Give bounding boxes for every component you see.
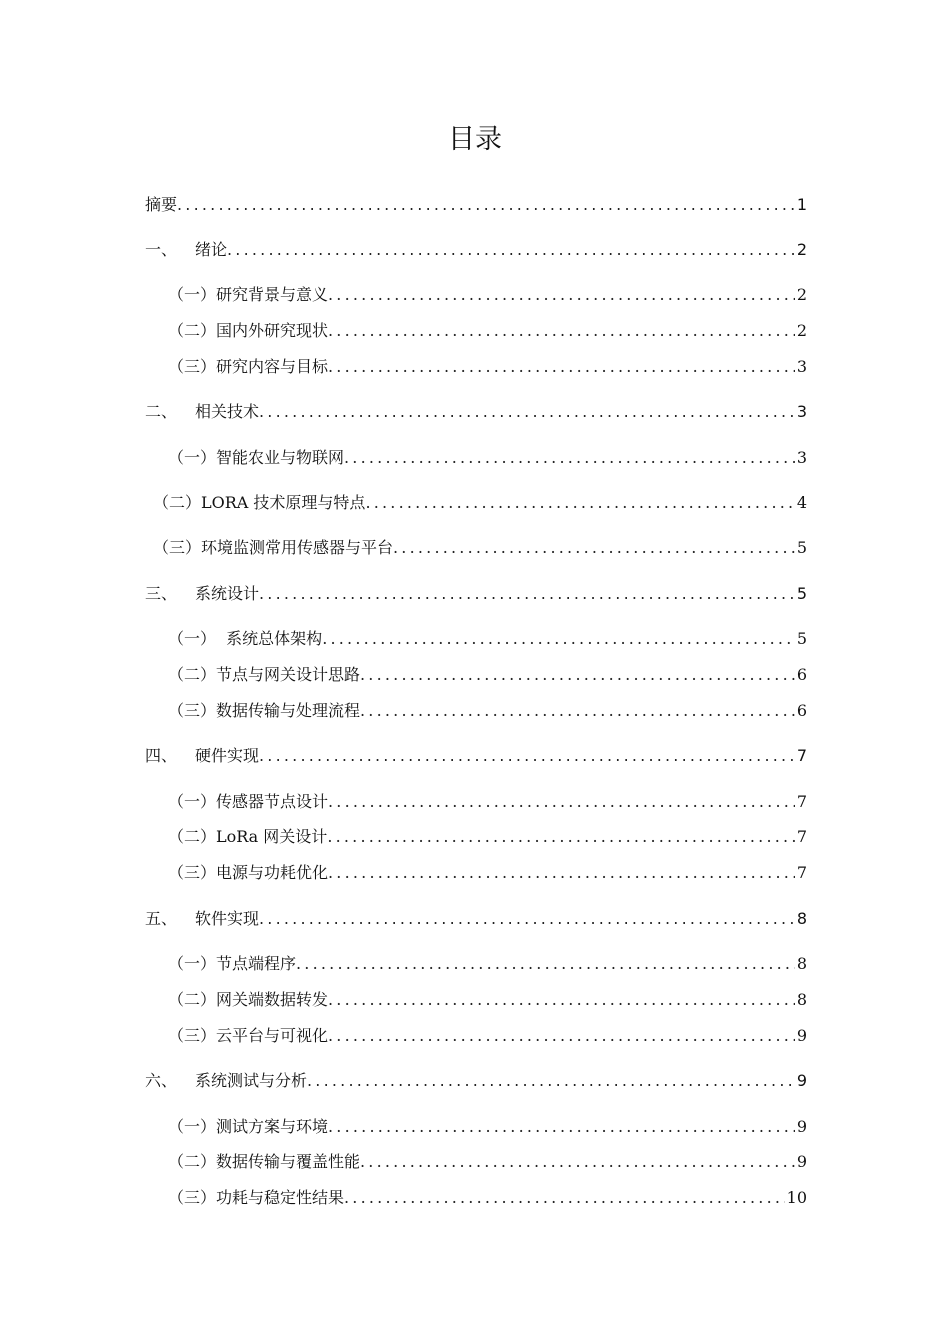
toc-section-3-1[interactable]: [168, 626, 807, 652]
toc-leader-dots: [328, 860, 795, 886]
toc-section-2-2[interactable]: [153, 490, 807, 516]
toc-page-number: 9: [796, 1026, 807, 1045]
toc-entry-label: （一）智能农业与物联网: [168, 448, 345, 467]
toc-chapter-number: 六、: [145, 1071, 178, 1090]
toc-section-1-2[interactable]: [168, 318, 807, 344]
toc-leader-dots: [365, 490, 794, 516]
toc-page-number: 6: [796, 701, 807, 720]
toc-leader-dots: [328, 1023, 795, 1049]
toc-chapter-number: 五、: [145, 909, 178, 928]
toc-page-number: 9: [796, 1117, 807, 1136]
toc-section-6-3[interactable]: [168, 1185, 807, 1211]
toc-page-number: 3: [796, 357, 807, 376]
toc-entry-label: （三）功耗与稳定性结果: [168, 1188, 345, 1207]
toc-page-number: 2: [796, 285, 807, 304]
toc-entry-label: （二）数据传输与覆盖性能: [168, 1152, 361, 1171]
toc-leader-dots: [322, 626, 795, 652]
toc-section-2-3[interactable]: [153, 535, 807, 561]
toc-page-number: 7: [796, 746, 807, 765]
toc-leader-dots: [259, 906, 795, 932]
toc-section-3-3[interactable]: [168, 698, 807, 724]
toc-leader-dots: [393, 535, 795, 561]
toc-entry-label: 系统设计: [195, 584, 260, 603]
toc-section-4-3[interactable]: [168, 860, 807, 886]
toc-leader-dots: [344, 1185, 785, 1211]
toc-section-5-3[interactable]: [168, 1023, 807, 1049]
toc-entry-label: 软件实现: [195, 909, 260, 928]
toc-chapter-2[interactable]: [145, 399, 807, 425]
toc-page-number: 7: [796, 792, 807, 811]
toc-chapter-number: 四、: [145, 746, 178, 765]
toc-page-number: 6: [796, 665, 807, 684]
toc-page-number: 5: [796, 584, 807, 603]
toc-page-number: 7: [796, 863, 807, 882]
toc-entry-abstract[interactable]: [145, 192, 807, 218]
toc-leader-dots: [360, 698, 795, 724]
toc-section-4-1[interactable]: [168, 789, 807, 815]
toc-page-number: 8: [796, 909, 807, 928]
toc-page-number: 5: [796, 538, 807, 557]
toc-section-5-2[interactable]: [168, 987, 807, 1013]
toc-chapter-number: 三、: [145, 584, 178, 603]
toc-leader-dots: [227, 237, 795, 263]
toc-entry-label: 系统测试与分析: [195, 1071, 308, 1090]
toc-leader-dots: [177, 192, 795, 218]
toc-page-number: 2: [796, 240, 807, 259]
toc-entry-label: 绪论: [195, 240, 228, 259]
toc-leader-dots: [259, 581, 795, 607]
toc-entry-label: （三）电源与功耗优化: [168, 863, 329, 882]
toc-entry-label: 相关技术: [195, 402, 260, 421]
toc-title: 目录: [448, 124, 502, 155]
toc-entry-label: （三）环境监测常用传感器与平台: [153, 538, 394, 557]
toc-leader-dots: [328, 789, 795, 815]
toc-section-3-2[interactable]: [168, 662, 807, 688]
toc-section-2-1[interactable]: [168, 445, 807, 471]
toc-entry-label: （二）网关端数据转发: [168, 990, 329, 1009]
toc-page-number: 9: [796, 1152, 807, 1171]
toc-entry-label: （二）国内外研究现状: [168, 321, 329, 340]
toc-entry-label: （二）节点与网关设计思路: [168, 665, 361, 684]
toc-page-number: 9: [796, 1071, 807, 1090]
toc-section-5-1[interactable]: [168, 951, 807, 977]
toc-entry-label: （三）数据传输与处理流程: [168, 701, 361, 720]
toc-entry-label: （一）研究背景与意义: [168, 285, 329, 304]
toc-chapter-number: 二、: [145, 402, 178, 421]
toc-leader-dots: [328, 987, 795, 1013]
toc-entry-label: （二）LoRa 网关设计: [168, 827, 328, 846]
toc-leader-dots: [327, 824, 795, 850]
toc-page-number: 10: [786, 1188, 807, 1207]
toc-page-number: 8: [796, 954, 807, 973]
toc-entry-label: （二）LORA 技术原理与特点: [153, 493, 366, 512]
toc-entry-label: （一） 系统总体架构: [168, 629, 323, 648]
toc-entry-label: 摘要: [145, 195, 178, 214]
toc-page-number: 7: [796, 827, 807, 846]
toc-entry-label: （一）传感器节点设计: [168, 792, 329, 811]
toc-page-number: 4: [796, 493, 807, 512]
toc-entry-label: （一）测试方案与环境: [168, 1117, 329, 1136]
toc-chapter-1[interactable]: [145, 237, 807, 263]
toc-entry-label: 硬件实现: [195, 746, 260, 765]
toc-chapter-3[interactable]: [145, 581, 807, 607]
toc-page-number: 5: [796, 629, 807, 648]
toc-page-number: 8: [796, 990, 807, 1009]
toc-section-6-2[interactable]: [168, 1149, 807, 1175]
toc-leader-dots: [328, 318, 795, 344]
toc-leader-dots: [307, 1068, 795, 1094]
toc-entry-label: （三）云平台与可视化: [168, 1026, 329, 1045]
toc-leader-dots: [259, 743, 795, 769]
toc-section-1-1[interactable]: [168, 282, 807, 308]
toc-leader-dots: [328, 354, 795, 380]
toc-leader-dots: [344, 445, 795, 471]
toc-entry-label: （一）节点端程序: [168, 954, 297, 973]
toc-page-number: 3: [796, 448, 807, 467]
toc-section-4-2[interactable]: [168, 824, 807, 850]
toc-section-6-1[interactable]: [168, 1114, 807, 1140]
toc-leader-dots: [360, 1149, 795, 1175]
toc-leader-dots: [328, 282, 795, 308]
toc-leader-dots: [296, 951, 795, 977]
toc-leader-dots: [360, 662, 795, 688]
toc-leader-dots: [259, 399, 795, 425]
toc-page-number: 2: [796, 321, 807, 340]
toc-chapter-6[interactable]: [145, 1068, 807, 1094]
toc-entry-label: （三）研究内容与目标: [168, 357, 329, 376]
toc-page-number: 1: [796, 195, 807, 214]
toc-section-1-3[interactable]: [168, 354, 807, 380]
toc-leader-dots: [328, 1114, 795, 1140]
toc-page-number: 3: [796, 402, 807, 421]
toc-chapter-4[interactable]: [145, 743, 807, 769]
toc-chapter-5[interactable]: [145, 906, 807, 932]
toc-chapter-number: 一、: [145, 240, 178, 259]
